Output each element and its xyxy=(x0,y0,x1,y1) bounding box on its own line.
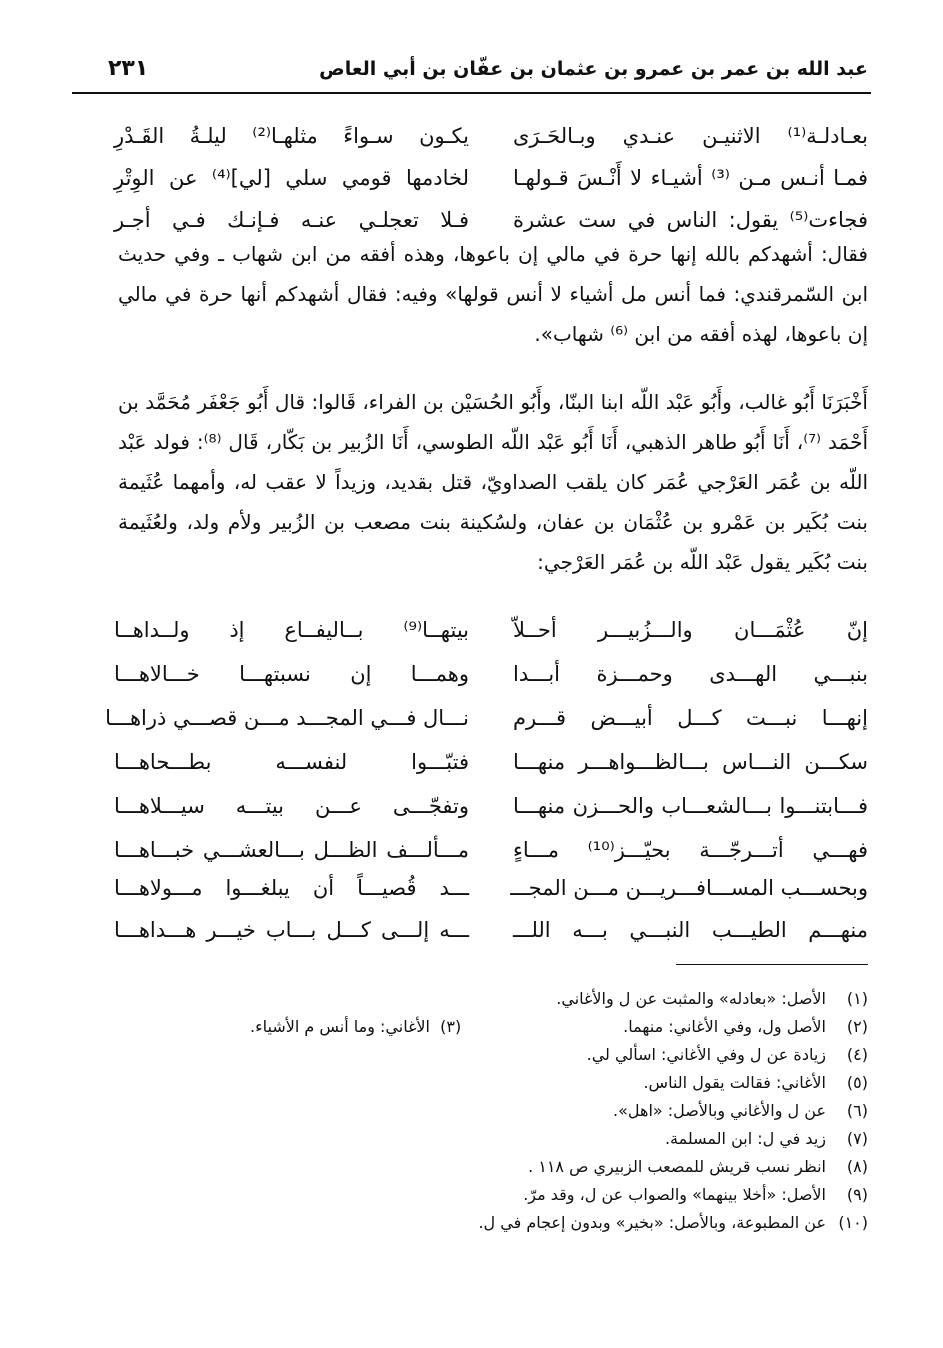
verse-second-half: يكـون سـواءً مثلهـا⁽²⁾ ليلـةُ القَـدْرِ xyxy=(114,124,469,148)
footnote-text: زيادة عن ل وفي الأغاني: اسألي لي. xyxy=(586,1045,826,1064)
poem-verse xyxy=(105,698,868,738)
poem-verse xyxy=(114,742,868,782)
verse-first-half: إنهـــا نبـــت كـــل أبيـــض قـــرم xyxy=(513,706,868,730)
footnote xyxy=(488,1097,868,1125)
footnote-text: عن المطبوعة، وبالأصل: «بخير» وبدون إعجام في ل. xyxy=(478,1213,826,1232)
verse-second-half: ـــه إلـــى كـــل بـــاب خيـــر هـــداهـــا xyxy=(114,918,469,942)
verse-first-half: منهـــم الطيـــب النبـــي بـــه اللـــ xyxy=(513,918,868,942)
header-rule xyxy=(72,92,871,94)
verse-second-half: فـلا تعجلـي عنـه فـإنـك فـي أجـر xyxy=(114,208,469,232)
footnote-text: الأصل: «أخلا بينهما» والصواب عن ل، وقد مرّ. xyxy=(523,1185,826,1204)
footnote-number: (٧) xyxy=(846,1129,868,1148)
poem-verse xyxy=(114,654,868,694)
verse-second-half: وهمـــا إن نسبتهـــا خـــالاهـــا xyxy=(114,662,469,686)
verse-second-half: مـــألـــف الظـــل بـــالعشـــي خبـــاهـــا xyxy=(114,838,469,862)
poem-verse xyxy=(114,910,868,950)
verse-first-half: فجاءت⁽⁵⁾ يقول: الناس في ست عشرة xyxy=(513,208,868,232)
footnote-number: (٦) xyxy=(846,1101,868,1120)
paragraph-testimony: فقال: أشهدكم بالله إنها حرة في مالي إن باعوها، وهذه أفقه من ابن شهاب ـ وفي حديث ابن السّمرقندي: فما أنس مل أشياء لا أنس قولها» وفيه: فقال أشهدكم أنها حرة في مالي إن باعوها، لهذه أفقه من ابن ⁽⁶⁾ شهاب». xyxy=(118,242,868,346)
footnote xyxy=(488,1181,868,1209)
footnote xyxy=(488,985,868,1013)
verse-second-half: لخادمها قومي سلي [لي]⁽⁴⁾ عن الوِتْرِ xyxy=(114,166,469,190)
footnote-side xyxy=(250,1013,461,1041)
footnote xyxy=(478,1209,868,1237)
verse-first-half: سكـــن النـــاس بـــالظـــواهـــر منهـــا xyxy=(513,750,868,774)
poem-verse xyxy=(114,786,868,826)
verse-second-half: بيتهــا⁽⁹⁾ بــاليفــاع إذ ولــداهــا xyxy=(114,618,469,642)
verse-second-half: ـــد قُصيـــاً أن يبلغـــوا مـــولاهـــا xyxy=(114,876,469,900)
footnote xyxy=(488,1125,868,1153)
poem-verse xyxy=(114,610,868,650)
poem-verse xyxy=(114,158,868,198)
verse-second-half: فتبّـــوا لنفســـه بطـــحاهـــا xyxy=(114,750,469,774)
verse-first-half: فهـــي أتـــرجّـــة بحيّـــز⁽¹⁰⁾ مـــاءٍ xyxy=(513,838,868,862)
footnote-number: (٨) xyxy=(846,1157,868,1176)
footnote-rule xyxy=(676,964,868,965)
footnote-number: (٢) xyxy=(846,1017,868,1036)
verse-first-half: وبحســـب المســـافـــريـــن مـــن المجـــ xyxy=(510,876,868,900)
footnote xyxy=(488,1013,868,1041)
footnote-number: (٩) xyxy=(846,1185,868,1204)
footnote-number: (١) xyxy=(846,989,868,1008)
verse-second-half: نـــال فـــي المجـــد مـــن قصـــي ذراهـــا xyxy=(105,706,469,730)
poem-verse xyxy=(114,830,868,870)
footnote-number: (١٠) xyxy=(838,1213,868,1232)
verse-first-half: فـــابتنـــوا بـــالشعـــاب والحـــزن منهـــا xyxy=(513,794,868,818)
footnote-text: الأصل: «بعادله» والمثبت عن ل والأغاني. xyxy=(556,989,826,1008)
verse-first-half: فمـا أنـس مـن ⁽³⁾ أشيـاء لا أَنْـسَ قـولهـا xyxy=(513,166,868,190)
footnote xyxy=(488,1041,868,1069)
verse-first-half: إنّ عُثْمَـــان والـــزُبيـــر أحــلاّ xyxy=(513,618,868,642)
footnote-text: عن ل والأغاني وبالأصل: «اهل». xyxy=(613,1101,826,1120)
footnote-number: (٥) xyxy=(846,1073,868,1092)
footnote-text: انظر نسب قريش للمصعب الزبيري ص ١١٨ . xyxy=(528,1157,826,1176)
footnote-text: زيد في ل: ابن المسلمة. xyxy=(664,1129,826,1148)
poem-verse xyxy=(114,116,868,156)
verse-second-half: وتفجّـــى عـــن بيتـــه سيـــلاهـــا xyxy=(114,794,469,818)
running-header xyxy=(108,56,868,92)
running-title: عبد الله بن عمر بن عمرو بن عثمان بن عفّان بن أبي العاص xyxy=(319,58,868,80)
verse-first-half: بنبـــي الهـــدى وحمـــزة أبـــدا xyxy=(513,662,868,686)
poem-verse xyxy=(114,868,868,908)
footnote-number: (٣) xyxy=(440,1017,462,1036)
footnote xyxy=(488,1069,868,1097)
footnote-number: (٤) xyxy=(846,1045,868,1064)
footnote xyxy=(488,1153,868,1181)
verse-first-half: بعـادلـة⁽¹⁾ الاثنيـن عنـدي وبـالحَـرَى xyxy=(513,124,868,148)
paragraph-isnad: أَخْبَرَنَا أَبُو غالب، وأَبُو عَبْد اللّه ابنا البنّا، وأَبُو الحُسَيْن بن الفراء، قَالوا: قال أَبُو جَعْفَر مُحَمَّد بن أَحْمَد ⁽⁷⁾، أَنَا أَبُو طاهر الذهبي، أَنَا أَبُو عَبْد اللّه الطوسي، أَنَا الزُبير بن بَكّار، قَال ⁽⁸⁾: فولد عَبْد اللّه بن عُمَر العَرْجي عُمَر كان يلقب الصداويّ، قتل بقديد، وزيداً لا عقب له، وأمهما عُثَيمة بنت بُكَير بن عَمْرو بن عُثْمَان بن عفان، ولسُكينة بنت مصعب بن الزُبير ولأم ولد، ولعُثَيمة بنت بُكَير يقول عَبْد اللّه بن عُمَر العَرْجي: xyxy=(118,390,869,574)
page-number: ٢٣١ xyxy=(108,56,149,81)
footnote-text: الأغاني: وما أنس م الأشياء. xyxy=(250,1017,430,1036)
footnote-text: الأصل ول، وفي الأغاني: منهما. xyxy=(623,1017,826,1036)
footnotes xyxy=(478,985,868,1237)
footnote-text: الأغاني: فقالت يقول الناس. xyxy=(643,1073,826,1092)
